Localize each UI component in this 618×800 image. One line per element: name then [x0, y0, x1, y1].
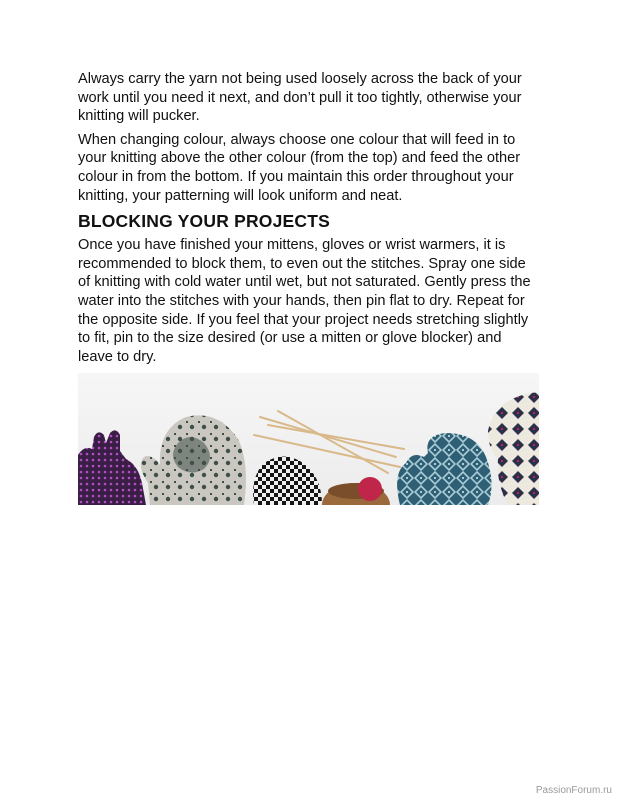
document-body: [78, 70, 540, 372]
paragraph-changing-colour: When changing colour, always choose one colour that will feed in to your knitting above the other colour (from the top) and feed the other colour in from the bottom. If you maintain this order throughout your knitting, your patterning will look uniform and neat.: [78, 131, 521, 204]
section-heading-blocking: BLOCKING YOUR PROJECTS: [78, 211, 331, 232]
black-white-mitten: [253, 456, 322, 505]
paragraph-blocking: Once you have finished your mittens, gloves or wrist warmers, it is recommended to block them, to even out the stitches. Spray one side of knitting with cold water until wet, but not saturated. Gently press the water into the stitches with your hands, then pin flat to dry. Repeat for the opposite side. If you feel that your project needs stretching slightly to fit, pin to the size desired (or use a mitten or glove blocker) and leave to dry.: [78, 237, 531, 365]
cream-mitten: [488, 393, 539, 505]
site-watermark: PassionForum.ru: [535, 785, 612, 796]
purple-glove: [78, 430, 146, 505]
paragraph-yarn-carry: Always carry the yarn not being used loosely across the back of your work until you need it next, and don’t pull it too tightly, otherwise your knitting will pucker.: [78, 71, 522, 125]
yarn-bowl: [322, 477, 390, 505]
knitting-photo-illustration: [78, 373, 539, 505]
teal-mitten: [397, 433, 491, 505]
grey-mitten: [141, 415, 246, 505]
knitting-photo: [78, 373, 539, 505]
